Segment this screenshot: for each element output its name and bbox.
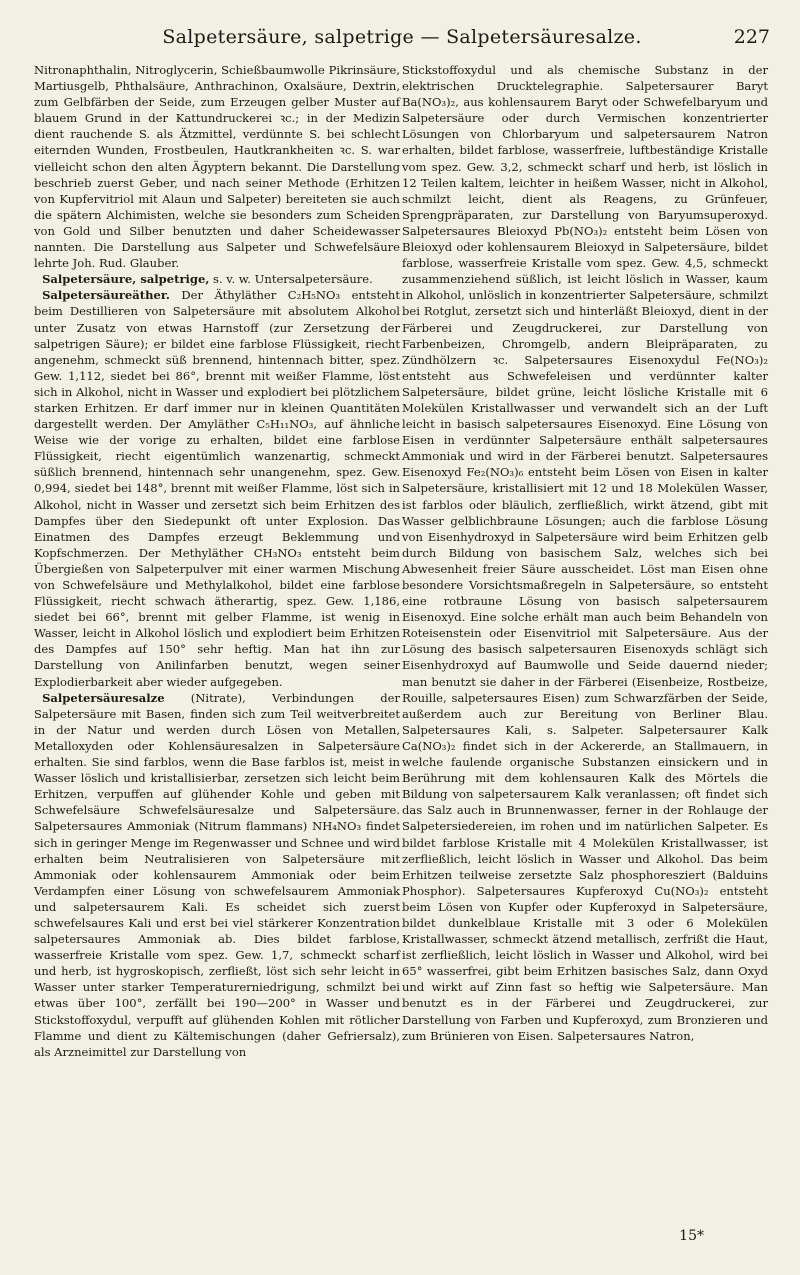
paragraph-text: Nitronaphthalin, Nitroglycerin, Schießbaumwolle Pikrinsäure, Martiusgelb, Phthalsäure, Anthrachinon, Oxalsäure, Dextrin, zum Gelbfärben der Seide, zum Erzeugen gelber Muster auf blauem Grund in der Kattundruckerei ꝛc.; in der Medizin dient rauchende S. als Ätzmittel, verdünnte S. bei schlecht eiternden Wunden, Frostbeulen, Hautkrankheiten ꝛc. S. war vielleicht schon den alten Ägyptern bekannt. Die Darstellung beschrieb zuerst Geber, und nach seiner Methode (Erhitzen von Kupfervitriol mit Alaun und Salpeter) bereiteten sie auch die spätern Alchimisten, welche sie besonders zum Scheiden von Gold und Silber benutzten und daher Scheidewasser nannten. Die Darstellung aus Salpeter und Schwefelsäure lehrte Joh. Rud. Glauber. [34,63,400,271]
entry-salpetersaeuresalze [34,690,400,1060]
entry-text: s. v. w. Untersalpetersäure. [213,272,373,287]
entry-headword: Salpetersäuresalze [42,690,165,705]
paragraph [34,62,400,271]
entry-salpetersaeureaether [34,287,400,689]
right-column [402,62,768,1044]
entry-text: (Nitrate), Verbindungen der Salpetersäure mit Basen, finden sich zum Teil weitverbreitet in der Natur und werden durch Lösen von Metallen, Metalloxyden oder Kohlensäuresalzen in Salpetersäure erhalten. Sie sind farblos, wenn die Base farblos ist, meist in Wasser löslich und kristallisierbar, zersetzen sich leicht beim Erhitzen, verpuffen auf glühender Kohle und geben mit Schwefelsäure Schwefelsäuresalze und Salpetersäure. Salpetersaures Ammoniak (Nitrum flammans) NH₄NO₃ findet sich in geringer Menge im Regenwasser und Schnee und wird erhalten beim Neutralisieren von Salpetersäure mit Ammoniak oder kohlensaurem Ammoniak oder beim Verdampfen einer Lösung von schwefelsaurem Ammoniak und salpetersaurem Kali. Es scheidet sich zuerst schwefelsaures Kali und erst bei viel stärkerer Konzentration salpetersaures Ammoniak ab. Dies bildet farblose, wasserfreie Kristalle vom spez. Gew. 1,7, schmeckt scharf und herb, ist hygroskopisch, zerfließt, löst sich sehr leicht in Wasser unter starker Temperaturerniedrigung, schmilzt bei etwas über 100°, zerfällt bei 190—200° in Wasser und Stickstoffoxydul, verpufft auf glühenden Kohlen mit rötlicher Flamme und dient zu Kältemischungen (daher Gefriersalz), als Arzneimittel zur Darstellung von [34,690,400,1059]
entry-headword: Salpetersäureäther. [42,288,170,303]
paragraph [402,62,768,1044]
entry-headword: Salpetersäure, salpetrige, [42,272,210,287]
running-title: Salpetersäure, salpetrige — Salpetersäuresalze. [162,26,642,48]
page-number: 227 [733,26,770,48]
left-column [34,62,400,1060]
entry-salpetrige [34,271,400,287]
page-header [34,26,770,56]
paragraph-text: Stickstoffoxydul und als chemische Substanz in der elektrischen Drucktelegraphie. Salpetersaurer Baryt Ba(NO₃)₂, aus kohlensaurem Baryt oder Schwefelbaryum und Salpetersäure oder durch Vermischen konzentrierter Lösungen von Chlorbaryum und salpetersaurem Natron erhalten, bildet farblose, wasserfreie, luftbeständige Kristalle vom spez. Gew. 3,2, schmeckt scharf und herb, ist löslich in 12 Teilen kaltem, leichter in heißem Wasser, nicht in Alkohol, schmilzt leicht, dient als Reagens, zu Grünfeuer, Sprengpräparaten, zur Darstellung von Baryumsuperoxyd. Salpetersaures Bleioxyd Pb(NO₃)₂ entsteht beim Lösen von Bleioxyd oder kohlensaurem Bleioxyd in Salpetersäure, bildet farblose, wasserfreie Kristalle vom spez. Gew. 4,5, schmeckt zusammenziehend süßlich, ist leicht löslich in Wasser, kaum in Alkohol, unlöslich in konzentrierter Salpetersäure, schmilzt bei Rotglut, zersetzt sich und hinterläßt Bleioxyd, dient in der Färberei und Zeugdruckerei, zur Darstellung von Farbenbeizen, Chromgelb, andern Bleipräparaten, zu Zündhölzern ꝛc. Salpetersaures Eisenoxydul Fe(NO₃)₂ entsteht aus Schwefeleisen und verdünnter kalter Salpetersäure, bildet grüne, leicht lösliche Kristalle mit 6 Molekülen Kristallwasser und verwandelt sich an der Luft leicht in basisch salpetersaures Eisenoxyd. Eine Lösung von Eisen in verdünnter Salpetersäure enthält salpetersaures Ammoniak und wird in der Färberei benutzt. Salpetersaures Eisenoxyd Fe₂(NO₃)₆ entsteht beim Lösen von Eisen in kalter Salpetersäure, kristallisiert mit 12 und 18 Molekülen Wasser, ist farblos oder bläulich, zerfließlich, wirkt ätzend, gibt mit Wasser gelblichbraune Lösungen; auch die farblose Lösung von Eisenhydroxyd in Salpetersäure wird beim Erhitzen gelb durch Bildung von basischem Salz, welches sich bei Abwesenheit freier Säure ausscheidet. Löst man Eisen ohne besondere Vorsichtsmaßregeln in Salpetersäure, so entsteht eine rotbraune Lösung von basisch salpetersaurem Eisenoxyd. Eine solche erhält man auch beim Behandeln von Roteisenstein oder Eisenvitriol mit Salpetersäure. Aus der Lösung des basisch salpetersauren Eisenoxyds schlägt sich Eisenhydroxyd auf Baumwolle und Seide dauernd nieder; man benutzt sie daher in der Färberei (Eisenbeize, Rostbeize, Rouille, salpetersaures Eisen) zum Schwarzfärben der Seide, außerdem auch zur Bereitung von Berliner Blau. Salpetersaures Kali, s. Salpeter. Salpetersaurer Kalk Ca(NO₃)₂ findet sich in der Ackererde, an Stallmauern, in welche faulende organische Substanzen einsickern und in Berührung mit dem kohlensauren Kalk des Mörtels die Bildung von salpetersaurem Kalk veranlassen; oft findet sich das Salz auch in Brunnenwasser, ferner in der Rohlauge der Salpetersiedereien, im rohen und im natürlichen Salpeter. Es bildet farblose Kristalle mit 4 Molekülen Kristallwasser, ist zerfließlich, leicht löslich in Wasser und Alkohol. Das beim Erhitzen teilweise zersetzte Salz phosphoresziert (Balduins Phosphor). Salpetersaures Kupferoxyd Cu(NO₃)₂ entsteht beim Lösen von Kupfer oder Kupferoxyd in Salpetersäure, bildet dunkelblaue Kristalle mit 3 oder 6 Molekülen Kristallwasser, schmeckt ätzend metallisch, zerfrißt die Haut, ist zerfließlich, leicht löslich in Wasser und Alkohol, wird bei 65° wasserfrei, gibt beim Erhitzen basisches Salz, dann Oxyd und wirkt auf Zinn fast so heftig wie Salpetersäure. Man benutzt es in der Färberei und Zeugdruckerei, zur Darstellung von Farben und Kupferoxyd, zum Bronzieren und zum Brünieren von Eisen. Salpetersaures Natron, [402,63,768,1043]
signature-mark: 15* [679,1228,704,1244]
entry-text: Der Äthyläther C₂H₅NO₃ entsteht beim Destillieren von Salpetersäure mit absolutem Alkohol unter Zusatz von etwas Harnstoff (zur Zersetzung der salpetrigen Säure); er bildet eine farblose Flüssigkeit, riecht angenehm, schmeckt süß brennend, hintennach bitter, spez. Gew. 1,112, siedet bei 86°, brennt mit weißer Flamme, löst sich in Alkohol, nicht in Wasser und explodiert bei plötzlichem starken Erhitzen. Er darf immer nur in kleinen Quantitäten dargestellt werden. Der Amyläther C₅H₁₁NO₃, auf ähnliche Weise wie der vorige zu erhalten, bildet eine farblose Flüssigkeit, riecht eigentümlich wanzenartig, schmeckt süßlich brennend, hintennach sehr unangenehm, spez. Gew. 0,994, siedet bei 148°, brennt mit weißer Flamme, löst sich in Alkohol, nicht in Wasser und zersetzt sich beim Erhitzen des Dampfes über den Siedepunkt oft unter Explosion. Das Einatmen des Dampfes erzeugt Beklemmung und Kopfschmerzen. Der Methyläther CH₃NO₃ entsteht beim Übergießen von Salpeterpulver mit einer warmen Mischung von Schwefelsäure und Methylalkohol, bildet eine farblose Flüssigkeit, riecht schwach ätherartig, spez. Gew. 1,186, siedet bei 66°, brennt mit gelber Flamme, ist wenig in Wasser, leicht in Alkohol löslich und explodiert beim Erhitzen des Dampfes auf 150° sehr heftig. Man hat ihn zur Darstellung von Anilinfarben benutzt, wegen seiner Explodierbarkeit aber wieder aufgegeben. [34,288,400,689]
